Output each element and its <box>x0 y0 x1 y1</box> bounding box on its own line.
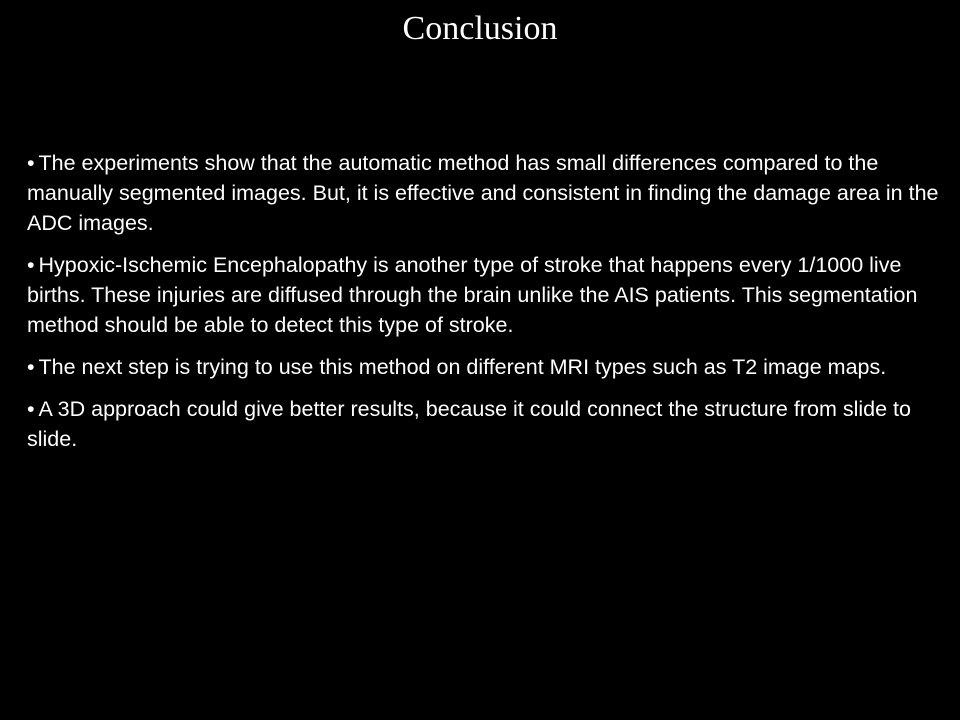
slide-title: Conclusion <box>402 10 558 47</box>
bullet-marker: • <box>27 151 35 175</box>
bullet-marker: • <box>27 397 35 421</box>
bullet-text: The next step is trying to use this method on different MRI types such as T2 image maps. <box>38 355 887 379</box>
bullet-item <box>27 148 949 238</box>
bullet-marker: • <box>27 253 35 277</box>
bullet-item <box>27 394 949 454</box>
bullet-text: A 3D approach could give better results, because it could connect the structure from slide to slide. <box>27 397 911 451</box>
bullet-item <box>27 352 949 382</box>
bullet-marker: • <box>27 355 35 379</box>
bullet-text: Hypoxic-Ischemic Encephalopathy is another type of stroke that happens every 1/1000 live births. These injuries are diffused through the brain unlike the AIS patients. This segmentation method should be able to detect this type of stroke. <box>27 253 918 337</box>
bullet-item <box>27 250 949 340</box>
bullet-list <box>27 148 949 466</box>
bullet-text: The experiments show that the automatic method has small differences compared to the manually segmented images. But, it is effective and consistent in finding the damage area in the ADC images. <box>27 151 939 235</box>
